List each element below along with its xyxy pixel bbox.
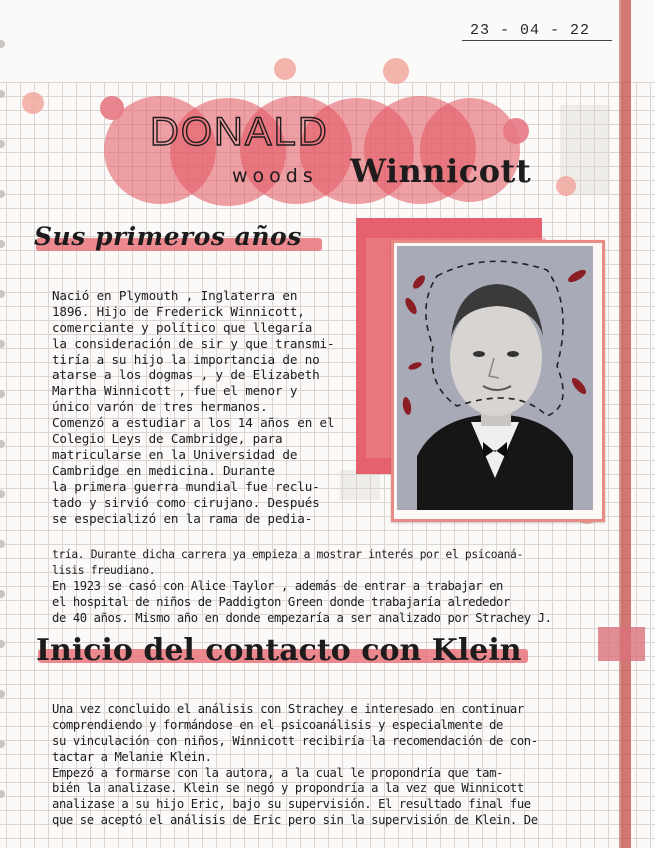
section2-heading: Inicio del contacto con Klein	[36, 633, 522, 668]
section1-heading: Sus primeros años	[34, 222, 302, 251]
decor-dot	[274, 58, 296, 80]
page-tab	[598, 627, 645, 661]
section2-text	[52, 686, 538, 845]
text-line: tiría a su hijo la importancia de no	[52, 351, 320, 367]
text-line: comprendiendo y formándose en el psicoanálisis y especialmente de	[52, 717, 503, 732]
text-line: bién la analizase. Klein se negó y propondría a la vez que Winnicott	[52, 781, 524, 796]
text-line: tactar a Melanie Klein.	[52, 749, 212, 764]
text-line: la primera guerra mundial fue reclu-	[52, 478, 320, 494]
text-line: comerciante y político que llegaría	[52, 319, 313, 335]
bleed-through	[340, 470, 380, 500]
page-edge-line	[619, 0, 621, 848]
text-line: se especializó en la rama de pedia-	[52, 510, 313, 526]
text-line: tado y sirvió como cirujano. Después	[52, 494, 320, 510]
text-line: Colegio Leys de Cambridge, para	[52, 431, 283, 447]
page-date: 23 - 04 - 22	[470, 22, 591, 39]
text-line: único varón de tres hermanos.	[52, 399, 268, 415]
text-line: su vinculación con niños, Winnicott recibiría la recomendación de con-	[52, 733, 538, 748]
title-last-name: Winnicott	[350, 152, 532, 190]
decor-dot	[22, 92, 44, 114]
text-line: Martha Winnicott , fue el menor y	[52, 383, 298, 399]
decor-dot	[100, 96, 124, 120]
date-underline	[462, 40, 612, 41]
text-line: analizase a su hijo Eric, bajo su supervisión. El resultado final fue	[52, 797, 531, 812]
title-middle-name: woods	[232, 165, 318, 187]
text-line: tría. Durante dicha carrera ya empieza a mostrar interés por el psicoaná-	[52, 547, 523, 561]
decor-dot	[556, 176, 576, 196]
text-line: En 1923 se casó con Alice Taylor , además de entrar a trabajar en	[52, 578, 503, 593]
text-line: lisis freudiano.	[52, 563, 156, 577]
text-line: Nació en Plymouth , Inglaterra en	[52, 287, 298, 303]
text-line: el hospital de niños de Paddigton Green donde trabajaría alrededor	[52, 594, 510, 609]
text-line: Comenzó a estudiar a los 14 años en el	[52, 415, 335, 431]
decor-dot	[383, 58, 409, 84]
text-line: 1896. Hijo de Frederick Winnicott,	[52, 303, 305, 319]
text-line: de 40 años. Mismo año en donde empezaría a ser analizado por Strachey J.	[52, 610, 552, 625]
text-line: la consideración de sir y que transmi-	[52, 335, 335, 351]
page-edge-stripe	[621, 0, 631, 848]
text-line: Empezó a formarse con la autora, a la cual le propondría que tam-	[52, 765, 503, 780]
text-line: atarse a los dogmas , y de Elizabeth	[52, 367, 320, 383]
title-first-name: DONALD	[150, 110, 329, 154]
text-line: matricularse en la Universidad de	[52, 446, 298, 462]
portrait-photo	[397, 246, 593, 510]
text-line: Cambridge en medicina. Durante	[52, 462, 275, 478]
text-line: que se aceptó el análisis de Eric pero sin la supervisión de Klein. De	[52, 813, 538, 828]
text-line: Una vez concluido el análisis con Strachey e interesado en continuar	[52, 701, 524, 716]
top-margin	[0, 0, 655, 82]
section1-text-narrow	[52, 272, 334, 542]
decor-dot	[503, 118, 529, 144]
section1-text-full	[52, 563, 552, 643]
